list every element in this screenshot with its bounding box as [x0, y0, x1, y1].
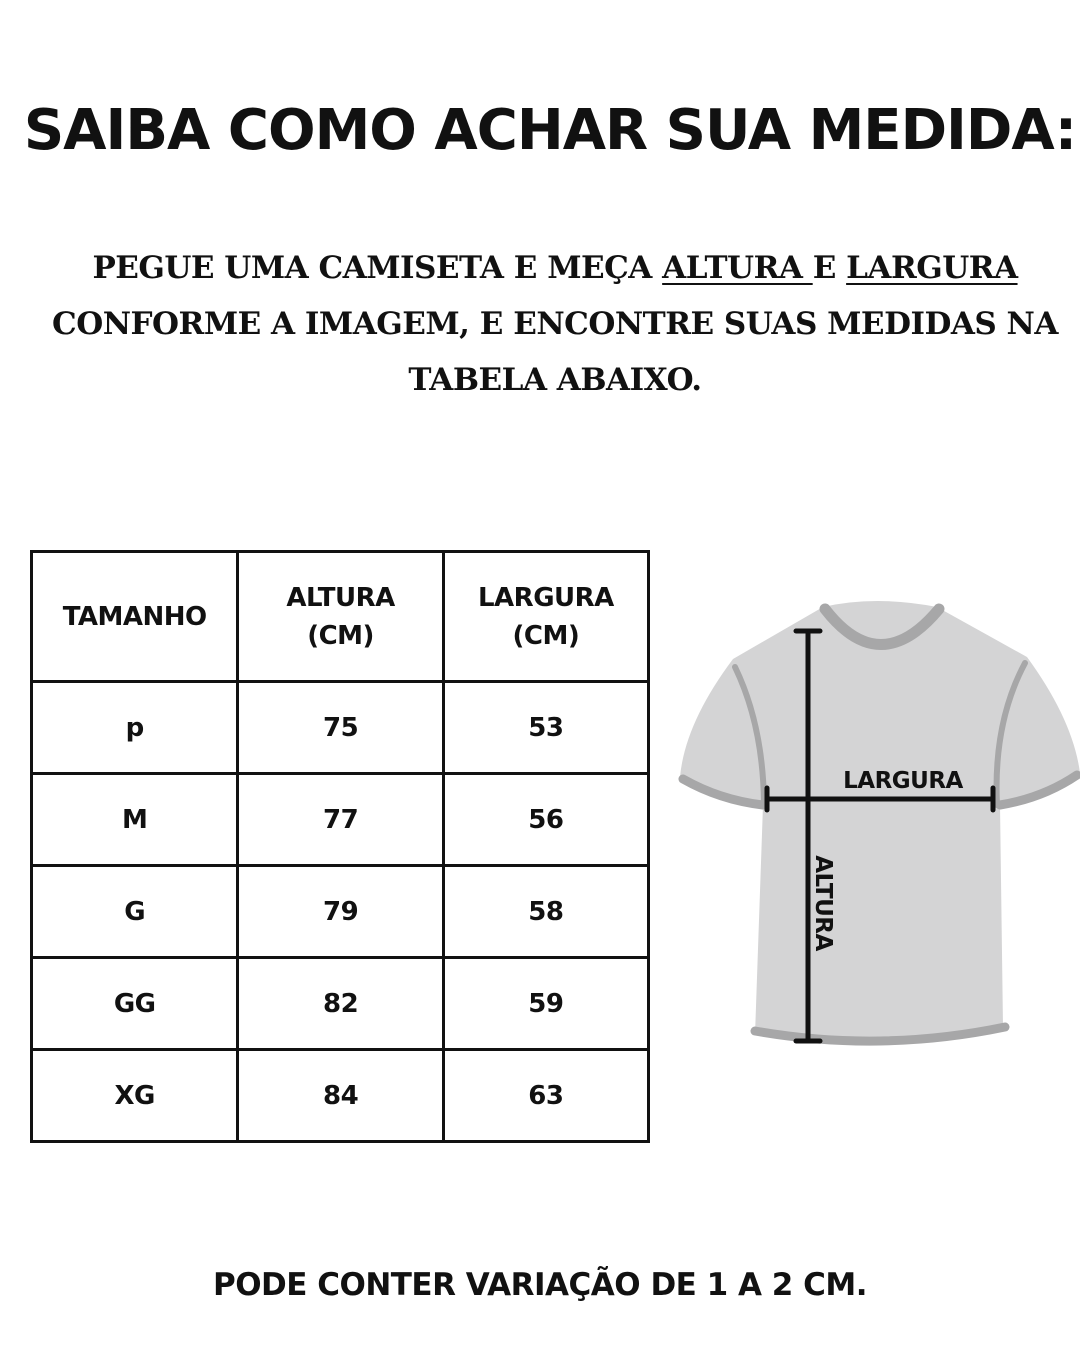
width-cell: 56 [443, 774, 648, 866]
variation-note: PODE CONTER VARIAÇÃO DE 1 A 2 CM. [212, 1267, 868, 1303]
table-row [32, 774, 649, 866]
instructions-part-1: PEGUE UMA CAMISETA E MEÇA [92, 250, 663, 286]
size-cell: XG [32, 1050, 238, 1142]
height-cell: 84 [238, 1050, 443, 1142]
height-measure-label: ALTURA [810, 855, 836, 951]
table-row [32, 1050, 649, 1142]
header-size [32, 552, 238, 682]
size-table [30, 550, 650, 1143]
table-row [32, 958, 649, 1050]
size-table-header-row [32, 552, 649, 682]
size-cell: GG [32, 958, 238, 1050]
header-size-label: TAMANHO [62, 601, 207, 632]
header-width [443, 552, 648, 682]
height-cell: 77 [238, 774, 443, 866]
height-cell: 75 [238, 682, 443, 774]
tshirt-measurement-diagram [675, 595, 1080, 1065]
header-width-label: LARGURA [477, 582, 614, 613]
width-cell: 59 [443, 958, 648, 1050]
width-cell: 58 [443, 866, 648, 958]
header-width-unit: (CM) [512, 620, 580, 651]
instructions-text [40, 240, 1070, 408]
size-cell: M [32, 774, 238, 866]
page-title: SAIBA COMO ACHAR SUA MEDIDA: [23, 98, 1077, 163]
size-cell: G [32, 866, 238, 958]
width-cell: 63 [443, 1050, 648, 1142]
header-height [238, 552, 443, 682]
instructions-largura: LARGURA [846, 250, 1018, 286]
table-row [32, 866, 649, 958]
header-height-unit: (CM) [307, 620, 374, 651]
height-cell: 82 [238, 958, 443, 1050]
size-cell: p [32, 682, 238, 774]
instructions-part-2: E [812, 250, 847, 286]
width-measure-label: LARGURA [843, 768, 963, 794]
height-cell: 79 [238, 866, 443, 958]
instructions-altura: ALTURA [662, 250, 813, 286]
width-cell: 53 [443, 682, 648, 774]
table-row [32, 682, 649, 774]
header-height-label: ALTURA [286, 582, 395, 613]
instructions-part-3: CONFORME A IMAGEM, E ENCONTRE SUAS MEDIDAS NA TABELA ABAIXO. [52, 306, 1058, 398]
